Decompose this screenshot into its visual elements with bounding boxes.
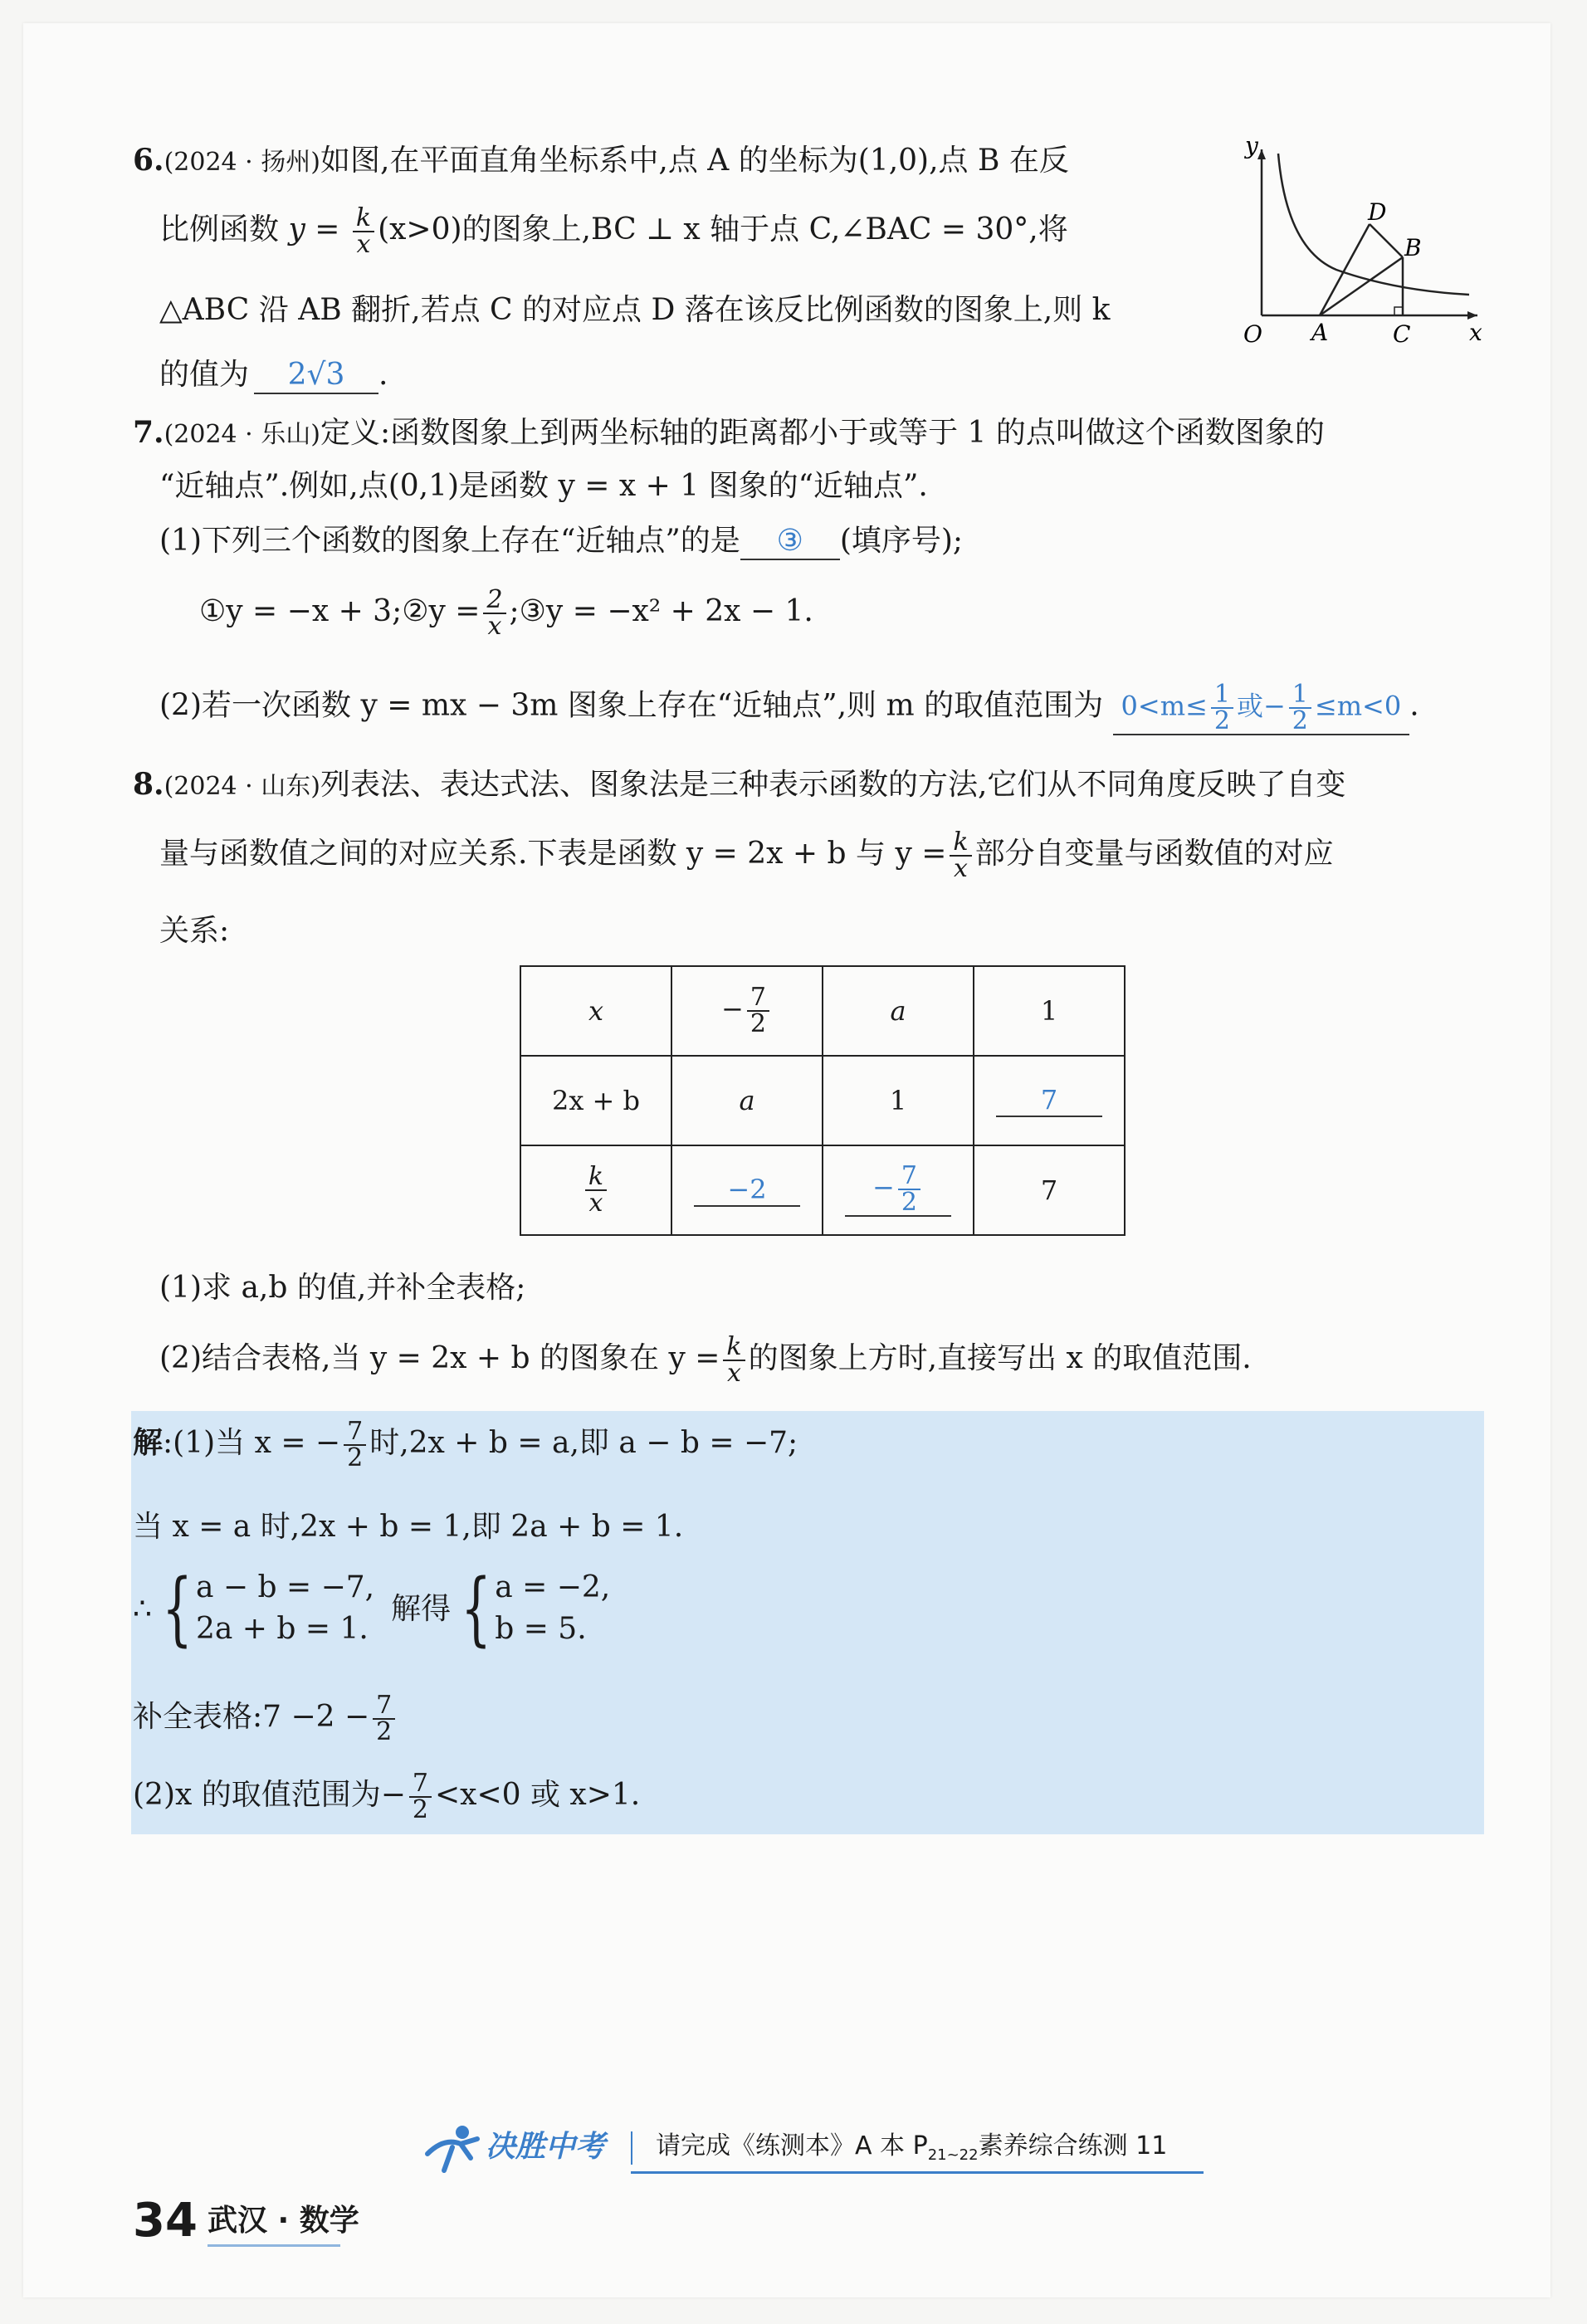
value-table [520, 965, 1126, 1236]
footer-divider [631, 2131, 632, 2165]
q7-p2-frac1 [1211, 682, 1233, 734]
q8-frac-n: k [950, 830, 971, 857]
q7-funcs-frac [483, 585, 505, 641]
table-cell [671, 1145, 823, 1235]
footer-prompt [656, 2131, 1167, 2165]
cell-n: k [585, 1164, 607, 1191]
q8-frac-d: x [954, 854, 968, 883]
runner-logo-icon [419, 2121, 486, 2179]
table-row [520, 966, 1125, 1056]
table-answer: −2 [694, 1174, 800, 1207]
footer-pages: 21~22 [927, 2146, 979, 2164]
q7-p1-end: (填序号); [839, 524, 964, 558]
q6-line1 [133, 143, 1069, 178]
q6-source: (2024 · 扬州) [164, 148, 320, 177]
therefore-symbol: ∴ [133, 1591, 152, 1626]
sol-l5-n: 7 [409, 1771, 432, 1798]
solution-line1 [133, 1419, 798, 1471]
q6-line4 [159, 357, 388, 394]
table-row [520, 1145, 1125, 1235]
table-cell: 2x + b [520, 1056, 671, 1145]
table-cell: 1 [974, 966, 1125, 1056]
q7-funcs-n: 2 [483, 588, 505, 614]
q7-p2-n1: 1 [1211, 682, 1233, 709]
table-row [520, 1056, 1125, 1145]
q7-funcs-b: ;③y = −x² + 2x − 1. [509, 594, 813, 628]
q6-text1: 如图,在平面直角坐标系中,点 A 的坐标为(1,0),点 B 在反 [320, 144, 1069, 178]
cell-n: 7 [747, 985, 769, 1012]
q7-p1-text: (1)下列三个函数的图象上存在“近轴点”的是 [159, 524, 740, 558]
sol-l1-b: 时,2x + b = a,即 a − b = −7; [369, 1426, 798, 1460]
cell-n: 7 [898, 1164, 920, 1190]
sol-l5-frac [409, 1771, 432, 1823]
solution-line4 [133, 1693, 398, 1745]
q6-answer: 2√3 [254, 357, 378, 394]
q7-text1: 定义:函数图象上到两坐标轴的距离都小于或等于 1 的点叫做这个函数图象的 [320, 416, 1325, 450]
label-c: C [1393, 320, 1411, 348]
q6-text2b: (x>0)的图象上,BC ⊥ x 轴于点 C,∠BAC = 30°,将 [378, 212, 1068, 247]
sol-l1-a: :(1)当 x = − [163, 1426, 341, 1460]
q6-frac-d: x [356, 230, 371, 259]
footer-prompt-b: 素养综合练测 11 [978, 2131, 1168, 2160]
solution-label: 解 [133, 1425, 164, 1460]
sys-eq1: a − b = −7, [195, 1570, 375, 1604]
q7-line2: “近轴点”.例如,点(0,1)是函数 y = x + 1 图象的“近轴点”. [159, 469, 928, 503]
table-cell [823, 1145, 974, 1235]
q8-frac [950, 830, 971, 881]
sol-l4-frac [373, 1693, 395, 1745]
table-cell: a [671, 1056, 823, 1145]
cell-sign: − [721, 993, 744, 1025]
table-cell [974, 1056, 1125, 1145]
label-y: y [1245, 133, 1258, 159]
q8-text2b: 部分自变量与函数值的对应 [974, 837, 1334, 871]
q8-part2 [159, 1332, 1252, 1388]
left-brace-icon: { [461, 1562, 491, 1656]
table-cell [520, 1145, 671, 1235]
label-b: B [1404, 234, 1422, 261]
label-a: A [1311, 319, 1329, 346]
right-angle-mark [1394, 307, 1403, 315]
sol-l5-a: (2)x 的取值范围为− [133, 1778, 406, 1812]
q7-funcs-d: x [487, 612, 502, 641]
cell-sign: − [872, 1171, 895, 1204]
table-cell: a [823, 966, 974, 1056]
solution-line5 [133, 1771, 640, 1823]
sys-eq2: 2a + b = 1. [195, 1612, 369, 1647]
q7-p2-text: (2)若一次函数 y = mx − 3m 图象上存在“近轴点”,则 m 的取值范围为 [159, 688, 1104, 723]
q6-fraction [353, 203, 374, 259]
q7-p1-answer: ③ [740, 523, 840, 560]
q8-line1 [133, 767, 1345, 803]
segment-db [1370, 224, 1403, 257]
q7-source: (2024 · 乐山) [164, 420, 320, 449]
cell-frac [585, 1164, 607, 1216]
solution-system [495, 1567, 610, 1651]
subject-label: 武汉 · 数学 [208, 2204, 359, 2238]
sol-l4-a: 补全表格:7 −2 − [133, 1700, 370, 1734]
page-number: 34 [133, 2194, 198, 2248]
sol-l1-d: 2 [347, 1443, 364, 1472]
sol-solve-word: 解得 [391, 1591, 452, 1626]
table-answer: 7 [996, 1084, 1102, 1117]
cell-d: 2 [901, 1188, 917, 1217]
q7-p2-d1: 2 [1213, 706, 1230, 735]
q7-part1 [159, 523, 963, 560]
table-cell [671, 966, 823, 1056]
cell-d: x [588, 1189, 603, 1218]
label-d: D [1368, 198, 1387, 226]
label-o: O [1243, 320, 1262, 348]
table-answer [845, 1161, 951, 1217]
q8-p2-frac [723, 1332, 745, 1388]
q8-line2 [159, 830, 1334, 881]
q7-line1 [133, 415, 1325, 451]
q6-text2a: 比例函数 [159, 212, 280, 247]
footer-underline [631, 2171, 1204, 2174]
label-x: x [1469, 319, 1482, 346]
brand-name: 决胜中考 [486, 2130, 606, 2164]
q7-part2 [159, 682, 1419, 735]
sol-l1-frac [344, 1419, 366, 1471]
q6-number: 6. [133, 143, 164, 178]
sys-res1: a = −2, [495, 1570, 611, 1604]
table-cell: 1 [823, 1056, 974, 1145]
cell-d: 2 [750, 1009, 766, 1038]
cell-frac [747, 985, 769, 1037]
q7-funcs-a: ①y = −x + 3;②y = [199, 594, 481, 628]
table-cell: 7 [974, 1145, 1125, 1235]
q7-p2-n2: 1 [1289, 682, 1311, 709]
q8-text1: 列表法、表达式法、图象法是三种表示函数的方法,它们从不同角度反映了自变 [320, 768, 1346, 802]
equation-system [196, 1567, 374, 1651]
q7-p2-end: . [1409, 688, 1419, 723]
q8-p2-d: x [727, 1359, 741, 1388]
subject-underline [208, 2244, 340, 2247]
q6-end: . [378, 358, 388, 392]
q6-text4: 的值为 [159, 358, 250, 392]
q6-line2 [159, 203, 1068, 259]
solution-line3 [133, 1562, 611, 1656]
q7-p2-answer [1113, 682, 1410, 735]
q7-funcs [199, 585, 813, 641]
q8-number: 8. [133, 767, 164, 802]
solution-line2: 当 x = a 时,2x + b = 1,即 2a + b = 1. [133, 1510, 684, 1544]
cell-frac [898, 1161, 920, 1217]
table-cell: x [520, 966, 671, 1056]
left-brace-icon: { [162, 1562, 193, 1656]
sol-l1-n: 7 [344, 1419, 366, 1446]
q8-part1: (1)求 a,b 的值,并补全表格; [159, 1271, 526, 1305]
segment-ab [1320, 257, 1403, 315]
y-axis-arrow-icon [1257, 149, 1266, 159]
q8-text2a: 量与函数值之间的对应关系.下表是函数 y = 2x + b 与 y = [159, 837, 947, 871]
sys-res2: b = 5. [495, 1612, 587, 1647]
segment-ad [1320, 224, 1370, 315]
q8-source: (2024 · 山东) [164, 772, 320, 801]
sol-l4-d: 2 [376, 1717, 393, 1746]
q7-p2-ans-a: 0<m≤ [1121, 690, 1208, 722]
q6-y-eq: y = [288, 212, 340, 247]
q7-number: 7. [133, 415, 164, 450]
footer-prompt-a: 请完成《练测本》A 本 P [656, 2131, 928, 2160]
q7-p2-ans-c: ≤m<0 [1314, 690, 1402, 722]
q7-p2-d2: 2 [1292, 706, 1308, 735]
q8-p2-b: 的图象上方时,直接写出 x 的取值范围. [748, 1341, 1252, 1375]
sol-l5-b: <x<0 或 x>1. [435, 1778, 641, 1812]
q7-p2-frac2 [1289, 682, 1311, 734]
q7-p2-ans-b: 或− [1236, 690, 1286, 722]
q8-p2-n: k [723, 1335, 745, 1361]
q6-line3: △ABC 沿 AB 翻折,若点 C 的对应点 D 落在该反比例函数的图象上,则 k [159, 293, 1111, 327]
sol-l4-n: 7 [373, 1693, 395, 1720]
q6-figure [1228, 133, 1494, 357]
q6-frac-n: k [353, 206, 374, 232]
sol-l5-d: 2 [412, 1795, 428, 1824]
q8-line3: 关系: [159, 914, 230, 948]
q8-p2-a: (2)结合表格,当 y = 2x + b 的图象在 y = [159, 1341, 720, 1375]
